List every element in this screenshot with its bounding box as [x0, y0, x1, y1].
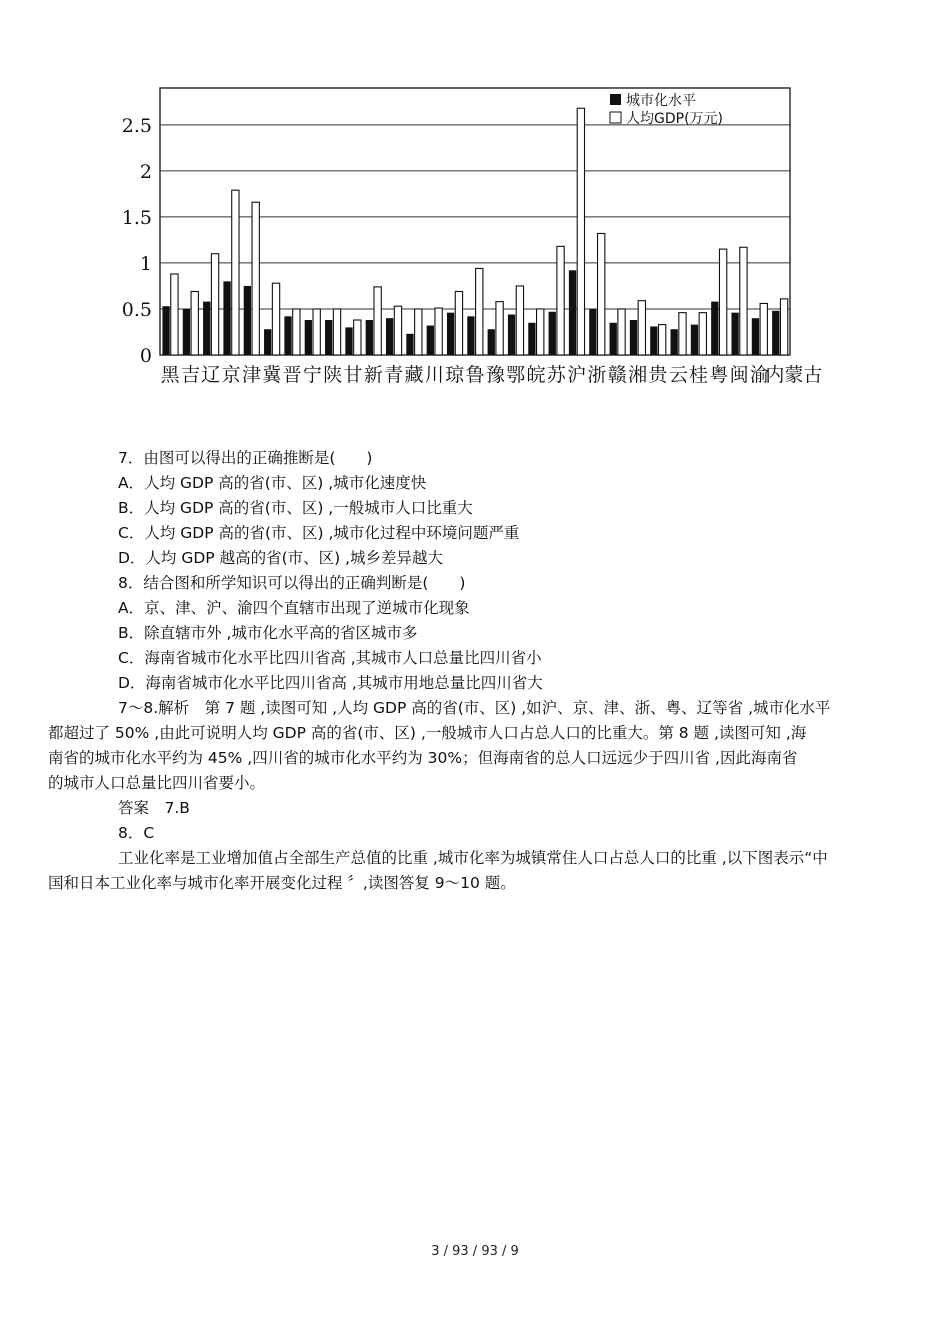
- legend-label-gdp: 人均GDP(万元): [626, 111, 723, 127]
- question-text: [48, 446, 886, 896]
- y-tick-label: 1.5: [121, 206, 152, 229]
- x-tick-label: 晋: [282, 364, 302, 386]
- x-tick-label: 湘: [628, 364, 648, 386]
- bar-urbanization: [203, 302, 210, 355]
- bar-urbanization: [610, 323, 617, 355]
- y-tick-label: 1: [139, 252, 152, 275]
- bar-gdp-per-capita: [618, 309, 625, 355]
- bar-gdp-per-capita: [252, 202, 259, 355]
- bar-gdp-per-capita: [679, 313, 686, 355]
- x-tick-label: 黑: [160, 364, 180, 386]
- bar-urbanization: [731, 313, 738, 355]
- bar-urbanization: [162, 306, 169, 355]
- bar-gdp-per-capita: [394, 306, 401, 355]
- bar-gdp-per-capita: [415, 309, 422, 355]
- bar-urbanization: [183, 309, 190, 355]
- x-tick-label: 陕: [323, 364, 343, 386]
- bar-urbanization: [691, 325, 698, 355]
- bar-urbanization: [488, 329, 495, 355]
- bar-urbanization: [305, 320, 312, 355]
- x-tick-label: 吉: [180, 364, 200, 386]
- x-tick-label: 新: [363, 364, 383, 386]
- bar-gdp-per-capita: [272, 283, 279, 355]
- bar-urbanization: [406, 334, 413, 355]
- bar-gdp-per-capita: [699, 313, 706, 355]
- bar-urbanization: [223, 281, 230, 355]
- bar-gdp-per-capita: [719, 249, 726, 355]
- bar-gdp-per-capita: [211, 254, 218, 355]
- q7-option-c: C．人均 GDP 高的省(市、区) ,城市化过程中环境问题严重: [118, 524, 520, 542]
- bar-urbanization: [345, 327, 352, 355]
- bar-urbanization: [366, 320, 373, 355]
- bar-urbanization: [772, 311, 779, 355]
- bar-gdp-per-capita: [557, 246, 564, 355]
- bar-urbanization: [671, 329, 678, 355]
- x-tick-label: 闽: [729, 364, 749, 386]
- bar-gdp-per-capita: [598, 233, 605, 355]
- bar-gdp-per-capita: [232, 190, 239, 355]
- x-tick-label: 川: [424, 364, 444, 386]
- bar-urbanization: [467, 316, 474, 355]
- q7-option-a: A．人均 GDP 高的省(市、区) ,城市化速度快: [118, 474, 427, 492]
- y-tick-label: 0: [139, 345, 152, 367]
- y-tick-label: 0.5: [121, 298, 152, 321]
- q7-option-b: B．人均 GDP 高的省(市、区) ,一般城市人口比重大: [118, 499, 473, 517]
- x-tick-label: 京: [221, 364, 241, 386]
- x-tick-label: 津: [241, 364, 261, 386]
- bar-gdp-per-capita: [171, 274, 178, 355]
- intro-line-2: 国和日本工业化率与城市化率开展变化过程 〞,读图答复 9～10 题。: [48, 874, 516, 892]
- bar-gdp-per-capita: [455, 291, 462, 355]
- x-tick-label: 鲁: [465, 364, 485, 386]
- x-tick-label: 云: [668, 364, 688, 386]
- bar-urbanization: [244, 286, 251, 355]
- bar-urbanization: [264, 329, 271, 355]
- bar-urbanization: [589, 309, 596, 355]
- x-tick-label: 皖: [526, 364, 546, 386]
- bar-urbanization: [569, 270, 576, 355]
- legend-swatch-gdp: [610, 112, 621, 123]
- bar-urbanization: [528, 323, 535, 355]
- x-tick-label: 粤: [709, 364, 729, 386]
- q8-option-d: D．海南省城市化水平比四川省高 ,其城市用地总量比四川省大: [118, 674, 543, 692]
- bar-urbanization: [752, 318, 759, 355]
- bar-urbanization: [427, 326, 434, 355]
- analysis-line-4: 的城市人口总量比四川省要小。: [48, 774, 266, 792]
- bar-gdp-per-capita: [577, 108, 584, 355]
- q8-option-c: C．海南省城市化水平比四川省高 ,其城市人口总量比四川省小: [118, 649, 542, 667]
- bar-gdp-per-capita: [760, 303, 767, 355]
- x-tick-label: 琼: [445, 364, 465, 386]
- x-tick-label: 甘: [343, 364, 363, 386]
- x-tick-label: 渝: [750, 364, 770, 386]
- bar-gdp-per-capita: [780, 299, 787, 355]
- chart-svg: [100, 78, 840, 388]
- x-tick-label: 浙: [587, 364, 607, 386]
- analysis-line-1: 7～8.解析 第 7 题 ,读图可知 ,人均 GDP 高的省(市、区) ,如沪、京、津、浙、粤、辽等省 ,城市化水平: [118, 699, 831, 717]
- x-tick-label: 苏: [546, 364, 566, 386]
- x-tick-label: 冀: [262, 364, 282, 386]
- bar-gdp-per-capita: [374, 287, 381, 355]
- bar-gdp-per-capita: [354, 320, 361, 355]
- q7-stem: 7．由图可以得出的正确推断是( ): [118, 449, 373, 467]
- legend-label-urbanization: 城市化水平: [626, 93, 696, 109]
- x-tick-label: 内蒙古: [765, 364, 823, 386]
- x-tick-label: 青: [384, 364, 404, 386]
- analysis-line-3: 南省的城市化水平约为 45% ,四川省的城市化水平约为 30%；但海南省的总人口远远少于四川省 ,因此海南省: [48, 749, 798, 767]
- x-tick-label: 沪: [567, 364, 587, 386]
- bar-chart: [100, 78, 840, 388]
- bar-urbanization: [630, 320, 637, 355]
- bar-gdp-per-capita: [293, 309, 300, 355]
- bar-urbanization: [284, 316, 291, 355]
- answer-line-2: 8．C: [118, 824, 155, 842]
- x-tick-label: 桂: [689, 364, 709, 386]
- x-tick-label: 宁: [302, 364, 322, 386]
- answer-line-1: 答案 7.B: [118, 799, 190, 817]
- bar-gdp-per-capita: [333, 309, 340, 355]
- bar-gdp-per-capita: [537, 309, 544, 355]
- bar-gdp-per-capita: [740, 247, 747, 355]
- bar-urbanization: [386, 318, 393, 355]
- bar-urbanization: [508, 314, 515, 355]
- bar-urbanization: [325, 320, 332, 355]
- x-tick-label: 豫: [485, 364, 505, 386]
- analysis-line-2: 都超过了 50% ,由此可说明人均 GDP 高的省(市、区) ,一般城市人口占总人口的比重大。第 8 题 ,读图可知 ,海: [48, 724, 807, 742]
- bar-gdp-per-capita: [313, 309, 320, 355]
- q8-option-b: B．除直辖市外 ,城市化水平高的省区城市多: [118, 624, 418, 642]
- x-tick-label: 辽: [201, 364, 221, 386]
- bar-gdp-per-capita: [638, 301, 645, 355]
- bar-gdp-per-capita: [435, 308, 442, 355]
- bar-urbanization: [447, 313, 454, 355]
- intro-line-1: 工业化率是工业增加值占全部生产总值的比重 ,城市化率为城镇常住人口占总人口的比重 ,以下图表示“中: [118, 849, 828, 867]
- y-tick-label: 2: [139, 160, 152, 183]
- x-tick-label: 鄂: [506, 364, 526, 386]
- x-tick-label: 赣: [607, 364, 627, 386]
- bar-urbanization: [711, 302, 718, 355]
- bar-gdp-per-capita: [476, 268, 483, 355]
- q7-option-d: D．人均 GDP 越高的省(市、区) ,城乡差异越大: [118, 549, 444, 567]
- x-tick-label: 藏: [404, 364, 424, 386]
- bar-gdp-per-capita: [516, 286, 523, 355]
- q8-stem: 8．结合图和所学知识可以得出的正确判断是( ): [118, 574, 466, 592]
- bar-urbanization: [549, 312, 556, 355]
- bar-gdp-per-capita: [658, 325, 665, 355]
- bar-gdp-per-capita: [496, 302, 503, 355]
- page-number: 3 / 93 / 93 / 9: [431, 1244, 519, 1259]
- x-tick-label: 贵: [648, 364, 668, 386]
- y-tick-label: 2.5: [121, 114, 152, 137]
- q8-option-a: A．京、津、沪、渝四个直辖市出现了逆城市化现象: [118, 599, 470, 617]
- legend-swatch-urbanization: [610, 94, 621, 105]
- bar-gdp-per-capita: [191, 291, 198, 355]
- bar-urbanization: [650, 326, 657, 355]
